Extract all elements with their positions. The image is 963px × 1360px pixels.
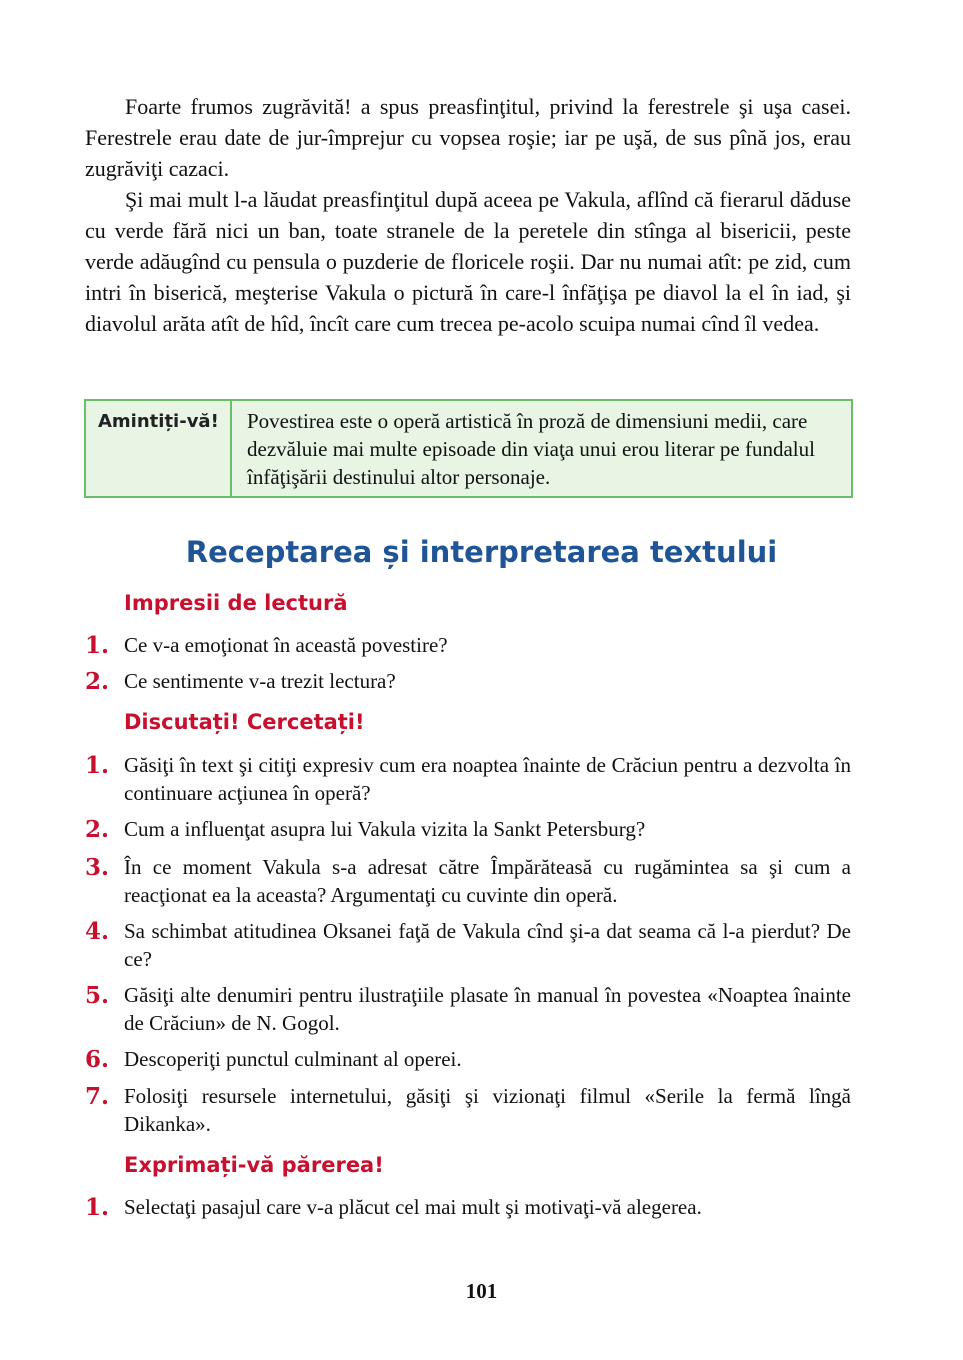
- question-text: În ce moment Vakula s-a adresat către Împărăteasă cu rugămintea sa şi cum a reacţionat ea la aceasta? Argumentaţi cu cuvinte din operă.: [124, 855, 851, 907]
- question-number: 2.: [85, 816, 110, 843]
- remember-box: [84, 399, 853, 498]
- remember-box-text: Povestirea este o operă artistică în proză de dimensiuni medii, care dezvăluie mai multe episoade din viaţa unui erou literar pe fundalul înfăţişării destinului altor personaje.: [247, 409, 815, 489]
- question-number: 1.: [85, 1194, 110, 1221]
- question-number: 2.: [85, 668, 110, 695]
- question-item: [85, 631, 851, 659]
- question-item: [85, 853, 851, 909]
- question-text: Sa schimbat atitudinea Oksanei faţă de Vakula cînd şi-a dat seama că l-a pierdut? De ce?: [124, 919, 851, 971]
- question-text: Folosiţi resursele internetului, găsiţi şi vizionaţi filmul «Serile la fermă lîngă Dikanka».: [124, 1084, 851, 1136]
- question-number: 7.: [85, 1083, 110, 1110]
- question-item: [85, 917, 851, 973]
- question-item: [85, 815, 851, 843]
- question-text: Descoperiţi punctul culminant al operei.: [124, 1047, 462, 1071]
- remember-box-label: Amintiți-vă!: [86, 401, 232, 496]
- question-item: [85, 1082, 851, 1138]
- story-paragraph: Foarte frumos zugrăvită! a spus preasfinţitul, privind la ferestrele şi uşa casei. Ferestrele erau date de jur-împrejur cu vopsea roşie; iar pe uşă, de sus pînă jos, erau zugrăviţi cazaci.: [85, 94, 851, 181]
- opinion-title: Exprimați-vă părerea!: [124, 1153, 384, 1177]
- question-item: [85, 1045, 851, 1073]
- question-number: 5.: [85, 982, 110, 1009]
- question-number: 6.: [85, 1046, 110, 1073]
- question-item: [85, 667, 851, 695]
- question-text: Găsiţi în text şi citiţi expresiv cum era noaptea înainte de Crăciun pentru a dezvolta în continuare acţiunea în operă?: [124, 753, 851, 805]
- question-number: 1.: [85, 752, 110, 779]
- section-title: Receptarea și interpretarea textului: [185, 535, 778, 569]
- question-number: 4.: [85, 918, 110, 945]
- page-number: 101: [465, 1279, 498, 1303]
- question-text: Selectaţi pasajul care v-a plăcut cel mai mult şi motivaţi-vă alegerea.: [124, 1195, 702, 1219]
- question-item: [85, 981, 851, 1037]
- question-text: Ce v-a emoţionat în această povestire?: [124, 633, 448, 657]
- story-paragraph: Şi mai mult l-a lăudat preasfinţitul după aceea pe Vakula, aflînd că fierarul dăduse cu verde fără nici un ban, toate stranele de la peretele din stînga al bisericii, peste verde adăugînd cu pensula o puzderie de floricele roşii. Dar nu numai atît: pe zid, cum intri în biserică, meşterise Vakula o pictură în care-l înfăţişa pe diavol la el în iad, şi diavolul arăta atît de hîd, încît care cum trecea pe-acolo scuipa numai cînd îl vedea.: [85, 187, 851, 336]
- discuss-title: Discutați! Cercetați!: [124, 710, 365, 734]
- question-item: [85, 751, 851, 807]
- question-text: Ce sentimente v-a trezit lectura?: [124, 669, 396, 693]
- impressions-title: Impresii de lectură: [124, 591, 348, 615]
- question-number: 1.: [85, 632, 110, 659]
- question-item: [85, 1193, 851, 1221]
- question-text: Cum a influenţat asupra lui Vakula vizita la Sankt Petersburg?: [124, 817, 646, 841]
- question-number: 3.: [85, 854, 110, 881]
- question-text: Găsiţi alte denumiri pentru ilustraţiile plasate în manual în povestea «Noaptea înainte de Crăciun» de N. Gogol.: [124, 983, 851, 1035]
